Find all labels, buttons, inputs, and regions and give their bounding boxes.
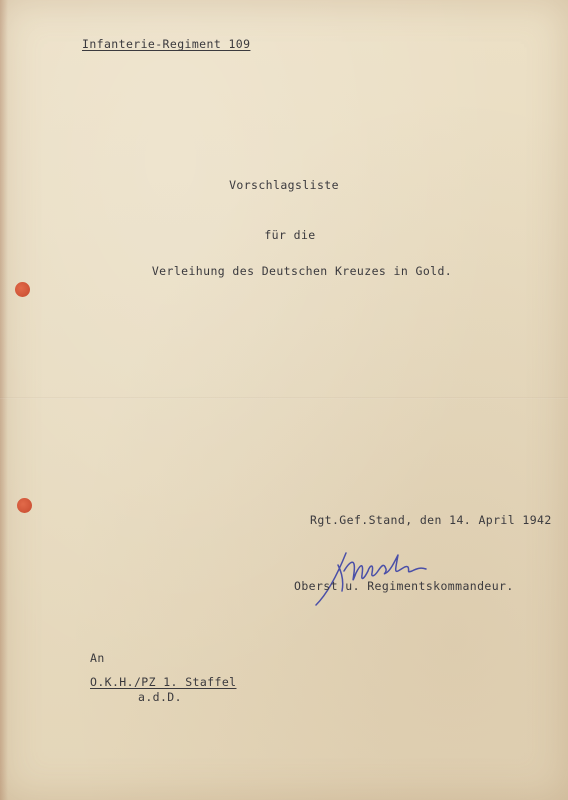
unit-heading: Infanterie-Regiment 109 — [82, 37, 251, 51]
title-line-1: Vorschlagsliste — [229, 178, 339, 192]
paper-edge — [0, 0, 8, 800]
punch-hole-top — [15, 282, 30, 297]
title-line-2: für die — [264, 228, 316, 242]
paper-fold — [0, 397, 568, 399]
recipient-note: a.d.D. — [138, 690, 182, 704]
signatory-title: Oberst u. Regimentskommandeur. — [294, 579, 514, 593]
recipient-office: O.K.H./PZ 1. Staffel — [90, 675, 237, 689]
punch-hole-bottom — [17, 498, 32, 513]
title-line-3: Verleihung des Deutschen Kreuzes in Gold. — [151, 264, 453, 278]
recipient-prefix: An — [90, 651, 105, 665]
handwritten-signature — [308, 543, 438, 613]
place-date: Rgt.Gef.Stand, den 14. April 1942 — [310, 513, 552, 527]
